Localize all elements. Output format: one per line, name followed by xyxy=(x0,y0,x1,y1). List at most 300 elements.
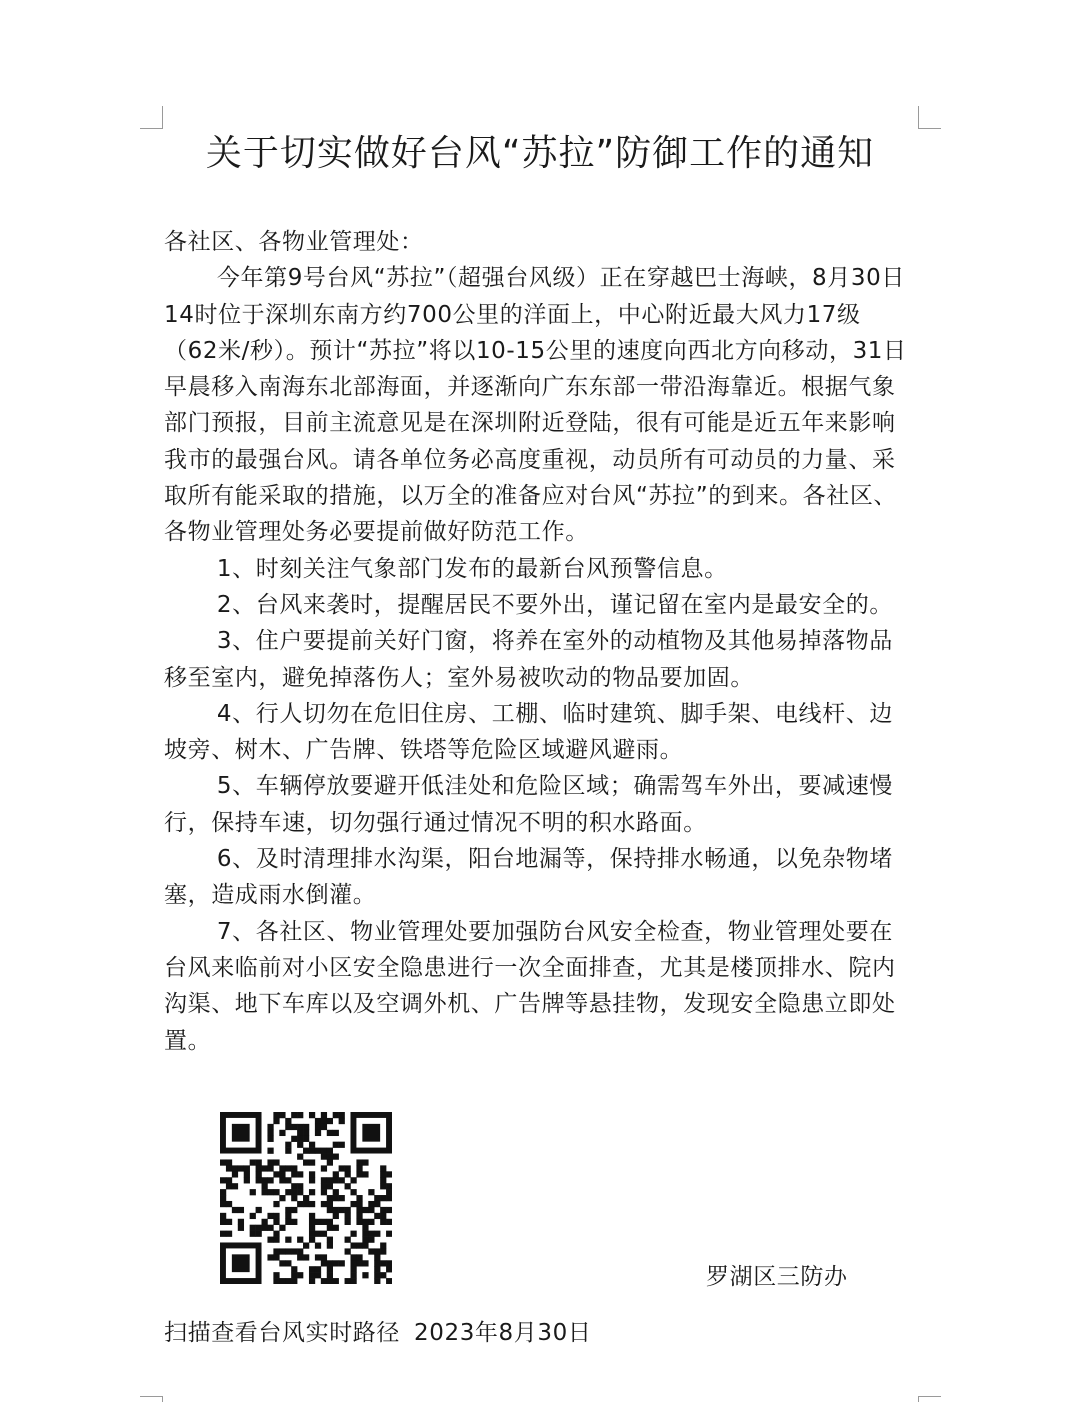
qr-module xyxy=(333,1260,339,1266)
qr-module xyxy=(309,1278,315,1284)
qr-module xyxy=(356,1201,362,1207)
qr-module xyxy=(244,1177,250,1183)
qr-module xyxy=(327,1272,333,1278)
qr-module xyxy=(350,1278,356,1284)
qr-module xyxy=(297,1189,303,1195)
qr-module xyxy=(374,1266,380,1272)
qr-module xyxy=(362,1225,368,1231)
qr-module xyxy=(315,1219,321,1225)
qr-module xyxy=(238,1165,244,1171)
qr-module xyxy=(380,1272,386,1278)
qr-module xyxy=(309,1219,315,1225)
qr-code xyxy=(220,1112,392,1284)
notice-body xyxy=(164,224,912,1059)
qr-module xyxy=(262,1165,268,1171)
qr-module xyxy=(321,1260,327,1266)
qr-module xyxy=(327,1154,333,1160)
qr-module xyxy=(267,1124,273,1130)
qr-module xyxy=(380,1195,386,1201)
qr-module xyxy=(273,1237,279,1243)
qr-module xyxy=(321,1189,327,1195)
qr-module xyxy=(273,1278,279,1284)
qr-module xyxy=(220,1231,226,1237)
qr-module xyxy=(244,1171,250,1177)
qr-module xyxy=(374,1213,380,1219)
qr-module xyxy=(273,1118,279,1124)
qr-module xyxy=(327,1278,333,1284)
qr-module xyxy=(220,1213,226,1219)
qr-module xyxy=(232,1165,238,1171)
qr-module xyxy=(309,1266,315,1272)
qr-module xyxy=(285,1165,291,1171)
qr-module xyxy=(291,1278,297,1284)
qr-module xyxy=(297,1130,303,1136)
qr-module xyxy=(273,1112,279,1118)
qr-module xyxy=(380,1183,386,1189)
qr-module xyxy=(333,1171,339,1177)
qr-module xyxy=(273,1231,279,1237)
qr-module xyxy=(279,1248,285,1254)
qr-module xyxy=(303,1124,309,1130)
qr-module xyxy=(386,1231,392,1237)
qr-module xyxy=(226,1183,232,1189)
qr-module xyxy=(345,1237,351,1243)
qr-module xyxy=(327,1242,333,1248)
qr-module xyxy=(333,1278,339,1284)
qr-module xyxy=(321,1148,327,1154)
qr-module xyxy=(362,1219,368,1225)
qr-module xyxy=(279,1225,285,1231)
qr-module xyxy=(232,1183,238,1189)
qr-module xyxy=(333,1207,339,1213)
qr-module xyxy=(279,1260,285,1266)
qr-module xyxy=(297,1124,303,1130)
qr-module xyxy=(356,1159,362,1165)
qr-module xyxy=(238,1207,244,1213)
qr-module xyxy=(279,1177,285,1183)
qr-module xyxy=(309,1201,315,1207)
qr-module xyxy=(315,1118,321,1124)
qr-module xyxy=(362,1207,368,1213)
qr-module xyxy=(345,1248,351,1254)
qr-module xyxy=(327,1207,333,1213)
item-3: 3、住户要提前关好门窗，将养在室外的动植物及其他易掉落物品移至室内，避免掉落伤人；室外易被吹动的物品要加固。 xyxy=(164,628,893,691)
qr-module xyxy=(327,1219,333,1225)
qr-module xyxy=(321,1254,327,1260)
qr-module xyxy=(339,1195,345,1201)
qr-module xyxy=(380,1213,386,1219)
qr-module xyxy=(345,1165,351,1171)
qr-module xyxy=(232,1171,238,1177)
qr-module xyxy=(356,1171,362,1177)
qr-module xyxy=(285,1219,291,1225)
qr-module xyxy=(380,1219,386,1225)
qr-module xyxy=(226,1159,232,1165)
qr-module xyxy=(356,1260,362,1266)
qr-module xyxy=(339,1207,345,1213)
qr-module xyxy=(285,1118,291,1124)
qr-module xyxy=(380,1248,386,1254)
qr-module xyxy=(315,1254,321,1260)
qr-module xyxy=(291,1248,297,1254)
qr-module xyxy=(350,1231,356,1237)
qr-module xyxy=(327,1118,333,1124)
qr-module xyxy=(279,1112,285,1118)
item-7: 7、各社区、物业管理处要加强防台风安全检查，物业管理处要在台风来临前对小区安全隐患进行一次全面排查，尤其是楼顶排水、院内沟渠、地下车库以及空调外机、广告牌等悬挂物，发现安全隐患立即处置。 xyxy=(164,918,896,1054)
qr-module xyxy=(374,1201,380,1207)
qr-module xyxy=(386,1278,392,1284)
qr-module xyxy=(350,1242,356,1248)
qr-module xyxy=(362,1272,368,1278)
qr-module xyxy=(297,1183,303,1189)
qr-module xyxy=(267,1254,273,1260)
intro-paragraph: 今年第9号台风“苏拉”（超强台风级）正在穿越巴士海峡，8月30日14时位于深圳东南方约700公里的洋面上，中心附近最大风力17级（62米/秒）。预计“苏拉”将以10-15公里的速度向西北方向移动，31日早晨移入南海东北部海面，并逐渐向广东东部一带沿海靠近。根据气象部门预报，目前主流意见是在深圳附近登陆，很有可能是近五年来影响我市的最强台风。请各单位务必高度重视，动员所有可动员的力量、采取所有能采取的措施，以万全的准备应对台风“苏拉”的到来。各社区、各物业管理处务必要提前做好防范工作。 xyxy=(164,265,907,546)
item-2: 2、台风来袭时，提醒居民不要外出，谨记留在室内是最安全的。 xyxy=(216,591,893,618)
qr-module xyxy=(362,1171,368,1177)
qr-module xyxy=(333,1225,339,1231)
notice-date: 2023年8月30日 xyxy=(414,1320,592,1346)
qr-module xyxy=(350,1272,356,1278)
qr-module xyxy=(333,1195,339,1201)
qr-module xyxy=(380,1177,386,1183)
qr-module xyxy=(309,1112,315,1118)
item-1: 1、时刻关注气象部门发布的最新台风预警信息。 xyxy=(216,555,728,582)
qr-module xyxy=(315,1231,321,1237)
qr-module xyxy=(362,1231,368,1237)
qr-module xyxy=(232,1124,250,1142)
qr-module xyxy=(267,1225,273,1231)
qr-module xyxy=(250,1189,256,1195)
qr-module xyxy=(368,1231,374,1237)
qr-module xyxy=(356,1213,362,1219)
qr-module xyxy=(368,1219,374,1225)
qr-module xyxy=(273,1171,279,1177)
qr-module xyxy=(309,1142,315,1148)
qr-module xyxy=(303,1195,309,1201)
qr-module xyxy=(297,1154,303,1160)
qr-module xyxy=(262,1219,268,1225)
qr-module xyxy=(226,1165,232,1171)
qr-module xyxy=(309,1159,315,1165)
qr-module xyxy=(345,1278,351,1284)
qr-module xyxy=(262,1177,268,1183)
qr-module xyxy=(374,1272,380,1278)
qr-module xyxy=(339,1118,345,1124)
qr-module xyxy=(309,1148,315,1154)
qr-module xyxy=(309,1225,315,1231)
qr-module xyxy=(315,1266,321,1272)
issuer-signature: 罗湖区三防办 xyxy=(706,1264,848,1290)
qr-module xyxy=(374,1260,380,1266)
qr-module xyxy=(362,1124,380,1142)
qr-module xyxy=(333,1130,339,1136)
qr-module xyxy=(291,1112,297,1118)
qr-module xyxy=(350,1189,356,1195)
qr-module xyxy=(350,1201,356,1207)
qr-module xyxy=(374,1278,380,1284)
qr-module xyxy=(386,1195,392,1201)
qr-module xyxy=(238,1219,244,1225)
qr-module xyxy=(321,1278,327,1284)
qr-module xyxy=(309,1171,315,1177)
qr-module xyxy=(267,1148,273,1154)
qr-module xyxy=(285,1237,291,1243)
qr-module xyxy=(267,1213,273,1219)
qr-module xyxy=(303,1254,309,1260)
qr-module xyxy=(285,1278,291,1284)
qr-module xyxy=(291,1219,297,1225)
qr-module xyxy=(368,1248,374,1254)
qr-module xyxy=(273,1254,279,1260)
qr-module xyxy=(285,1213,291,1219)
qr-module xyxy=(327,1130,333,1136)
qr-module xyxy=(291,1189,297,1195)
qr-module xyxy=(297,1254,303,1260)
qr-module xyxy=(291,1165,297,1171)
qr-module xyxy=(386,1266,392,1272)
qr-module xyxy=(321,1124,327,1130)
qr-module xyxy=(279,1195,285,1201)
qr-module xyxy=(356,1242,362,1248)
qr-module xyxy=(309,1177,315,1183)
qr-module xyxy=(267,1136,273,1142)
qr-module xyxy=(362,1159,368,1165)
qr-module xyxy=(297,1248,303,1254)
qr-module xyxy=(327,1201,333,1207)
qr-module xyxy=(279,1165,285,1171)
qr-module xyxy=(386,1183,392,1189)
qr-module xyxy=(267,1130,273,1136)
qr-module xyxy=(303,1159,309,1165)
qr-module xyxy=(309,1189,315,1195)
qr-module xyxy=(327,1195,333,1201)
qr-module xyxy=(345,1171,351,1177)
qr-module xyxy=(285,1189,291,1195)
qr-module xyxy=(226,1219,232,1225)
qr-module xyxy=(350,1177,356,1183)
qr-module xyxy=(267,1189,273,1195)
qr-module xyxy=(232,1207,238,1213)
qr-module xyxy=(345,1219,351,1225)
qr-module xyxy=(291,1207,297,1213)
qr-module xyxy=(291,1272,297,1278)
crop-mark-top-right xyxy=(918,106,941,129)
qr-module xyxy=(374,1195,380,1201)
qr-module xyxy=(303,1148,309,1154)
qr-module xyxy=(262,1183,268,1189)
qr-module xyxy=(297,1272,303,1278)
qr-module xyxy=(250,1213,256,1219)
qr-module xyxy=(327,1183,333,1189)
qr-module xyxy=(327,1266,333,1272)
qr-module xyxy=(273,1189,279,1195)
qr-module xyxy=(321,1201,327,1207)
qr-module xyxy=(333,1154,339,1160)
qr-module xyxy=(362,1237,368,1243)
qr-module xyxy=(267,1159,273,1165)
qr-module xyxy=(256,1171,262,1177)
qr-module xyxy=(327,1148,333,1154)
qr-module xyxy=(350,1260,356,1266)
qr-module xyxy=(297,1142,303,1148)
qr-module xyxy=(315,1130,321,1136)
qr-module xyxy=(267,1177,273,1183)
qr-module xyxy=(327,1225,333,1231)
qr-module xyxy=(303,1130,309,1136)
qr-module xyxy=(362,1242,368,1248)
qr-module xyxy=(345,1213,351,1219)
qr-module xyxy=(291,1183,297,1189)
qr-module xyxy=(356,1165,362,1171)
qr-module xyxy=(374,1254,380,1260)
qr-module xyxy=(256,1165,262,1171)
qr-module xyxy=(297,1112,303,1118)
qr-module xyxy=(250,1231,256,1237)
qr-module xyxy=(273,1213,279,1219)
qr-module xyxy=(303,1242,309,1248)
qr-module xyxy=(368,1201,374,1207)
qr-module xyxy=(220,1177,226,1183)
qr-module xyxy=(315,1242,321,1248)
qr-module xyxy=(291,1266,297,1272)
qr-module xyxy=(350,1266,356,1272)
qr-module xyxy=(321,1177,327,1183)
qr-module xyxy=(321,1231,327,1237)
qr-module xyxy=(262,1225,268,1231)
qr-module xyxy=(285,1124,291,1130)
qr-module xyxy=(321,1183,327,1189)
qr-module xyxy=(356,1254,362,1260)
qr-module xyxy=(333,1177,339,1183)
qr-module xyxy=(368,1207,374,1213)
qr-module xyxy=(267,1237,273,1243)
qr-module xyxy=(321,1219,327,1225)
qr-module xyxy=(327,1237,333,1243)
qr-module xyxy=(256,1207,262,1213)
qr-module xyxy=(256,1231,262,1237)
qr-module xyxy=(327,1159,333,1165)
qr-module xyxy=(333,1112,339,1118)
qr-module xyxy=(250,1159,256,1165)
qr-module xyxy=(321,1112,327,1118)
qr-module xyxy=(285,1207,291,1213)
qr-module xyxy=(380,1207,386,1213)
item-6: 6、及时清理排水沟渠，阳台地漏等，保持排水畅通，以免杂物堵塞，造成雨水倒灌。 xyxy=(164,846,893,909)
qr-module xyxy=(297,1136,303,1142)
qr-module xyxy=(327,1260,333,1266)
qr-module xyxy=(256,1159,262,1165)
qr-module xyxy=(273,1272,279,1278)
qr-module xyxy=(297,1237,303,1243)
qr-module xyxy=(285,1248,291,1254)
qr-module xyxy=(380,1165,386,1171)
qr-module xyxy=(339,1177,345,1183)
qr-module xyxy=(386,1171,392,1177)
crop-mark-top-left xyxy=(140,106,163,129)
qr-module xyxy=(220,1189,226,1195)
qr-module xyxy=(333,1189,339,1195)
qr-module xyxy=(315,1272,321,1278)
qr-module xyxy=(273,1159,279,1165)
qr-module xyxy=(226,1231,232,1237)
qr-module xyxy=(321,1154,327,1160)
qr-module xyxy=(262,1189,268,1195)
crop-mark-bottom-right xyxy=(918,1396,941,1402)
qr-module xyxy=(380,1242,386,1248)
qr-module xyxy=(220,1219,226,1225)
qr-module xyxy=(291,1124,297,1130)
qr-caption: 扫描查看台风实时路径 xyxy=(164,1320,400,1346)
qr-module xyxy=(291,1171,297,1177)
qr-module xyxy=(273,1248,279,1254)
qr-module xyxy=(285,1148,291,1154)
qr-module xyxy=(333,1142,339,1148)
notice-title: 关于切实做好台风“苏拉”防御工作的通知 xyxy=(205,133,875,174)
qr-module xyxy=(368,1237,374,1243)
qr-module xyxy=(321,1165,327,1171)
crop-mark-bottom-left xyxy=(140,1396,163,1402)
qr-module xyxy=(232,1254,250,1272)
qr-module xyxy=(333,1213,339,1219)
qr-module xyxy=(256,1177,262,1183)
qr-module xyxy=(297,1201,303,1207)
qr-module xyxy=(267,1165,273,1171)
qr-module xyxy=(303,1136,309,1142)
qr-module xyxy=(356,1207,362,1213)
qr-module xyxy=(250,1225,256,1231)
qr-module xyxy=(386,1207,392,1213)
qr-module xyxy=(345,1207,351,1213)
qr-module xyxy=(291,1136,297,1142)
qr-module xyxy=(238,1225,244,1231)
qr-module xyxy=(285,1142,291,1148)
qr-module xyxy=(350,1254,356,1260)
qr-module xyxy=(297,1171,303,1177)
qr-module xyxy=(315,1148,321,1154)
qr-module xyxy=(226,1201,232,1207)
qr-module xyxy=(303,1201,309,1207)
qr-module xyxy=(368,1189,374,1195)
qr-module xyxy=(345,1183,351,1189)
qr-module xyxy=(321,1118,327,1124)
qr-module xyxy=(339,1112,345,1118)
qr-module xyxy=(386,1260,392,1266)
qr-module xyxy=(339,1142,345,1148)
qr-module xyxy=(327,1177,333,1183)
qr-module xyxy=(356,1219,362,1225)
qr-module xyxy=(279,1171,285,1177)
qr-module xyxy=(285,1260,291,1266)
qr-module xyxy=(339,1260,345,1266)
qr-module xyxy=(362,1260,368,1266)
qr-module xyxy=(386,1189,392,1195)
qr-module xyxy=(279,1130,285,1136)
qr-module xyxy=(309,1237,315,1243)
qr-module xyxy=(291,1195,297,1201)
qr-module xyxy=(220,1195,226,1201)
qr-module xyxy=(356,1195,362,1201)
qr-module xyxy=(273,1219,279,1225)
qr-module xyxy=(226,1177,232,1183)
qr-module xyxy=(309,1272,315,1278)
qr-module xyxy=(273,1201,279,1207)
qr-module xyxy=(220,1201,226,1207)
footer-line xyxy=(164,1314,591,1347)
item-4: 4、行人切勿在危旧住房、工棚、临时建筑、脚手架、电线杆、边坡旁、树木、广告牌、铁塔等危险区域避风避雨。 xyxy=(164,700,893,764)
qr-module xyxy=(386,1219,392,1225)
qr-module xyxy=(244,1165,250,1171)
salutation: 各社区、各物业管理处： xyxy=(164,229,424,255)
